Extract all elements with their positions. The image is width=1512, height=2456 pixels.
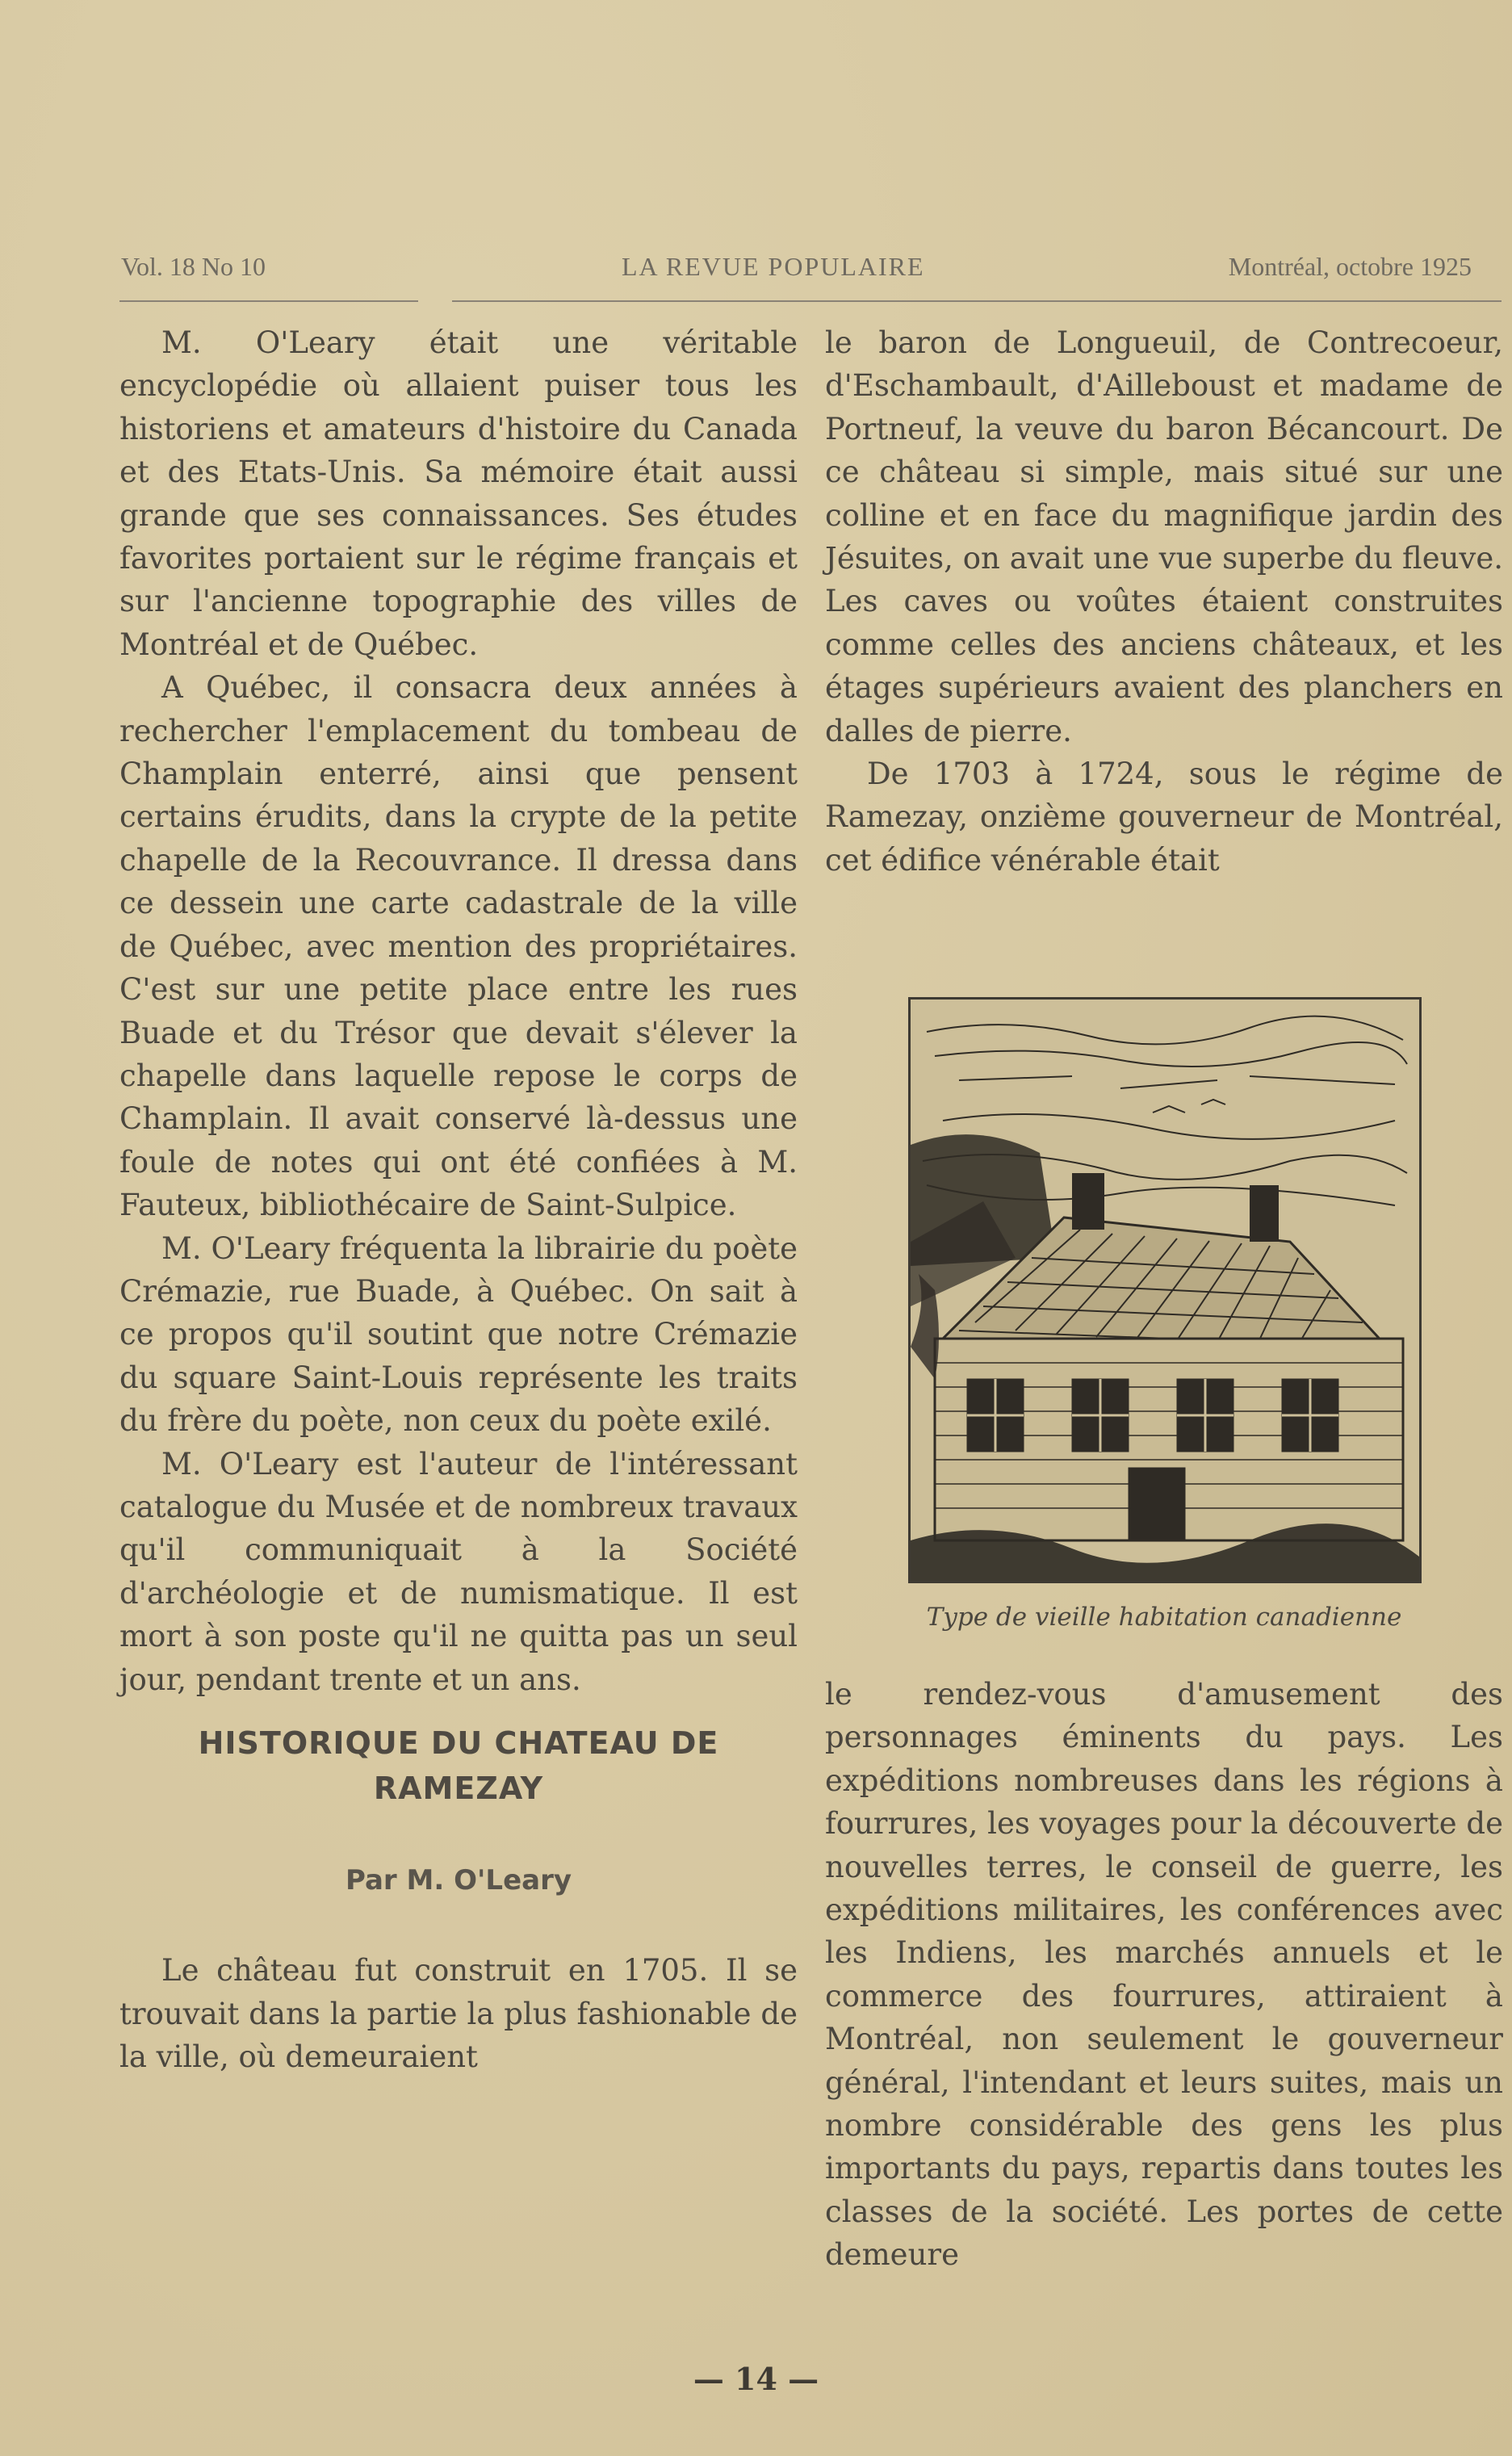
issue-date: Montréal, octobre 1925: [1228, 252, 1472, 281]
figure-caption: Type de vieille habitation canadienne: [926, 1603, 1402, 1632]
left-column: [119, 321, 798, 2079]
paragraph: A Québec, il consacra deux années à rechercher l'emplacement du tombeau de Champlain enterré, ainsi que pensent certains érudits, dans la crypte de la petite chapelle de la Recouvrance. Il dressa dans ce dessein une carte cadastrale de la ville de Québec, avec mention des propriétaires. C'est sur une petite place entre les rues Buade et du Trésor que devait s'élever la chapelle dans laquelle repose le corps de Champlain. Il avait conservé là-dessus une foule de notes qui ont été confiées à M. Fauteux, bibliothécaire de Saint-Sulpice.: [119, 670, 798, 1223]
journal-title: LA REVUE POPULAIRE: [622, 252, 925, 281]
house-illustration: [908, 997, 1422, 1583]
running-header: [121, 252, 1488, 284]
paragraph: le baron de Longueuil, de Contrecoeur, d'Eschambault, d'Ailleboust et madame de Portneuf, la veuve du baron Bécancourt. De ce château si simple, mais situé sur une colline et en face du magnifique jardin des Jésuites, on avait une vue superbe du fleuve. Les caves ou voûtes étaient construites comme celles des anciens châteaux, et les étages supérieurs avaient des planchers en dalles de pierre.: [825, 325, 1503, 748]
paragraph: Le château fut construit en 1705. Il se trouvait dans la partie la plus fashionable de la ville, où demeuraient: [119, 1953, 798, 2075]
paragraph: M. O'Leary est l'auteur de l'intéressant catalogue du Musée et de nombreux travaux qu'il communiquait à la Société d'archéologie et de numismatique. Il est mort à son poste qu'il ne quitta pas un seul jour, pendant trente et un ans.: [119, 1446, 798, 1697]
volume-issue: Vol. 18 No 10: [121, 252, 266, 281]
paragraph: le rendez-vous d'amusement des personnages éminents du pays. Les expéditions nombreuses dans les régions à fourrures, les voyages pour la découverte de nouvelles terres, le conseil de guerre, les expéditions militaires, les conférences avec les Indiens, les marchés annuels et le commerce des fourrures, attiraient à Montréal, non seulement le gouverneur général, l'intendant et leurs suites, mais un nombre considérable des gens les plus importants du pays, repartis dans toutes les classes de la société. Les portes de cette demeure: [825, 1677, 1503, 2273]
paragraph: De 1703 à 1724, sous le régime de Ramezay, onzième gouverneur de Montréal, cet édifice vénérable était: [825, 756, 1503, 878]
paragraph: M. O'Leary était une véritable encyclopédie où allaient puiser tous les historiens et amateurs d'histoire du Canada et des Etats-Unis. Sa mémoire était aussi grande que ses connaissances. Ses études favorites portaient sur le régime français et sur l'ancienne topographie des villes de Montréal et de Québec.: [119, 325, 798, 662]
page-number: — 14 —: [693, 2361, 819, 2397]
header-rule-left: [119, 300, 418, 302]
right-column-bottom: [825, 1673, 1503, 2277]
right-column-top: [825, 321, 1503, 882]
author-byline: Par M. O'Leary: [345, 1864, 572, 1896]
section-heading: HISTORIQUE DU CHATEAU DE RAMEZAY: [198, 1725, 719, 1806]
paragraph: M. O'Leary fréquenta la librairie du poète Crémazie, rue Buade, à Québec. On sait à ce propos qu'il soutint que notre Crémazie du square Saint-Louis représente les traits du frère du poète, non ceux du poète exilé.: [119, 1230, 798, 1439]
header-rule-right: [452, 300, 1502, 302]
